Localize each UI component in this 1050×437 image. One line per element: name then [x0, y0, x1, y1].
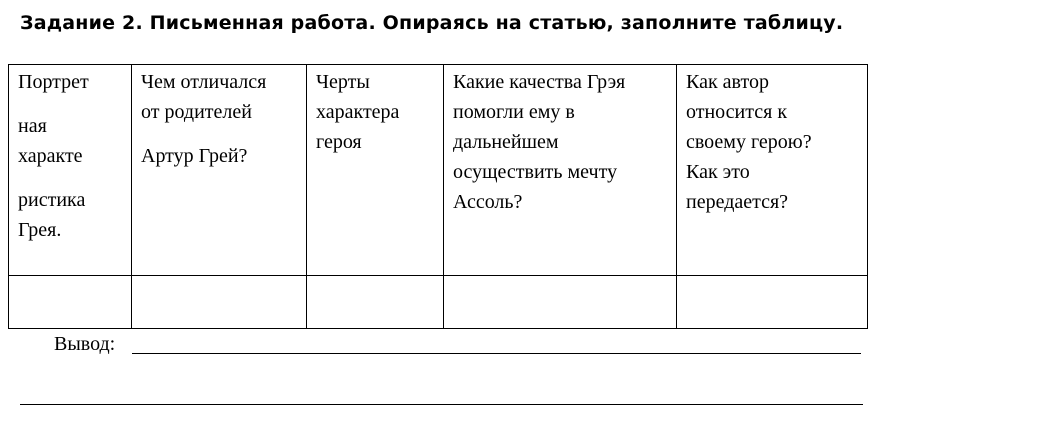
header-cell-qualities — [444, 65, 677, 276]
cell-line: Как это — [686, 161, 750, 183]
cell-line: ная — [18, 115, 47, 137]
cell-line: относится к — [686, 101, 788, 123]
cell-line: Портрет — [18, 71, 89, 93]
conclusion-line-2[interactable] — [20, 404, 863, 405]
cell-line: характе — [18, 145, 83, 167]
cell-line: Как автор — [686, 71, 769, 93]
header-cell-author — [677, 65, 868, 276]
cell-line: осуществить мечту — [453, 161, 618, 183]
line-gap — [18, 97, 122, 111]
cell-line: Черты — [316, 71, 370, 93]
cell-line: героя — [316, 131, 362, 153]
cell-line: Грея. — [18, 219, 62, 241]
cell-line: ристика — [18, 189, 86, 211]
task-table — [8, 64, 868, 329]
answer-cell[interactable] — [132, 276, 307, 329]
header-cell-traits — [307, 65, 444, 276]
cell-line: характера — [316, 101, 400, 123]
header-cell-portrait — [9, 65, 132, 276]
cell-line: передается? — [686, 191, 789, 213]
task-title: Задание 2. Письменная работа. Опираясь на статью, заполните таблицу. — [20, 12, 844, 34]
conclusion-line-1[interactable] — [132, 353, 861, 354]
answer-cell[interactable] — [307, 276, 444, 329]
cell-line: Ассоль? — [453, 191, 523, 213]
cell-line: дальнейшем — [453, 131, 559, 153]
conclusion-label: Вывод: — [54, 333, 116, 355]
answer-cell[interactable] — [9, 276, 132, 329]
cell-line: Какие качества Грэя — [453, 71, 626, 93]
line-gap — [18, 171, 122, 185]
answer-cell[interactable] — [677, 276, 868, 329]
line-gap — [141, 127, 297, 141]
cell-line: помогли ему в — [453, 101, 575, 123]
answer-cell[interactable] — [444, 276, 677, 329]
answer-row — [9, 276, 868, 329]
cell-line: своему герою? — [686, 131, 812, 153]
cell-line: Артур Грей? — [141, 145, 248, 167]
header-cell-difference — [132, 65, 307, 276]
header-row — [9, 65, 868, 276]
cell-line: Чем отличался — [141, 71, 267, 93]
cell-line: от родителей — [141, 101, 252, 123]
